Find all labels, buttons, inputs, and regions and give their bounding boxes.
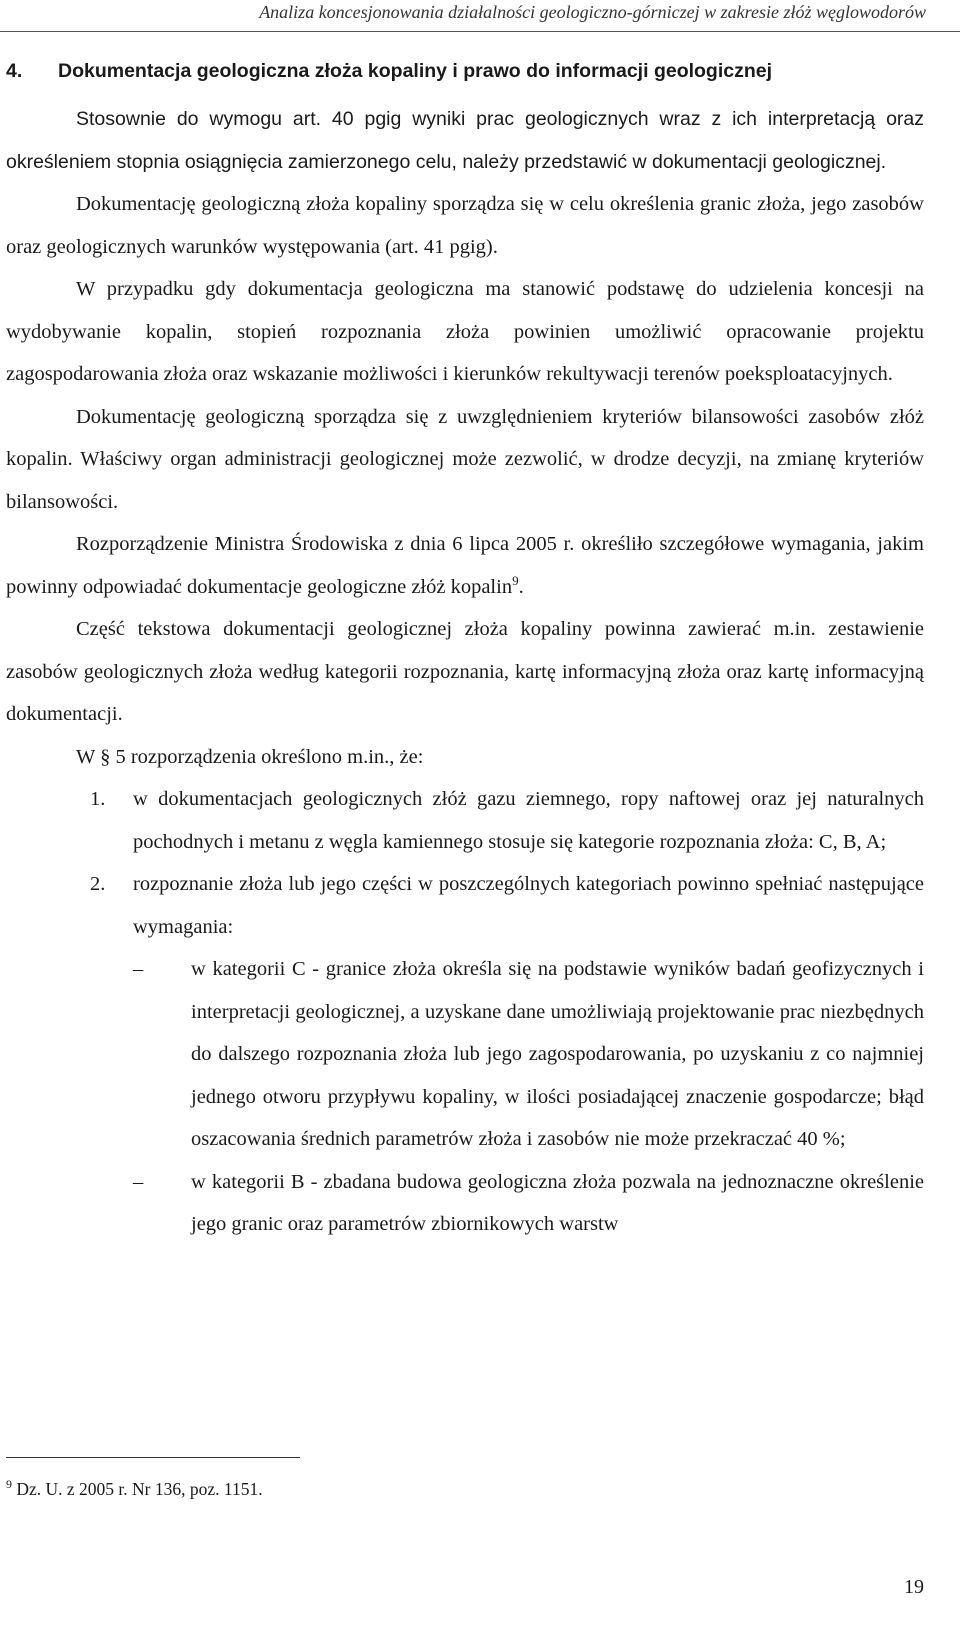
list-number: 1.	[90, 788, 106, 810]
dash-bullet: –	[133, 1170, 144, 1193]
body-text	[6, 98, 924, 1246]
paragraph: Część tekstowa dokumentacji geologicznej złoża kopaliny powinna zawierać m.in. zestawienie zasobów geologicznych złoża według kategorii rozpoznania, kartę informacyjną złoża oraz kartę informacyjną dokumentacji.	[6, 618, 924, 725]
paragraph: Stosownie do wymogu art. 40 pgig wyniki prac geologicznych wraz z ich interpretacją oraz określeniem stopnia osiągnięcia zamierzonego celu, należy przedstawić w dokumentacji geologicznej.	[6, 108, 924, 173]
header-divider	[0, 31, 960, 32]
paragraph	[6, 523, 924, 608]
running-header: Analiza koncesjonowania działalności geologiczno-górniczej w zakresie złóż węglowodorów	[259, 2, 926, 22]
section-heading	[6, 60, 926, 83]
sublist-item	[6, 948, 924, 1161]
list-item	[6, 863, 924, 948]
list-item	[6, 778, 924, 863]
sublist-item	[6, 1161, 924, 1246]
paragraph: Dokumentację geologiczną złoża kopaliny sporządza się w celu określenia granic złoża, jego zasobów oraz geologicznych warunków występowania (art. 41 pgig).	[6, 193, 924, 258]
list-text: rozpoznanie złoża lub jego części w poszczególnych kategoriach powinno spełniać następujące wymagania:	[133, 873, 924, 938]
paragraph: W § 5 rozporządzenia określono m.in., że:	[76, 745, 424, 768]
footnote-number: 9	[6, 1477, 12, 1492]
paragraph-end: .	[518, 575, 524, 598]
footnote-reference: 9	[512, 572, 519, 588]
list-text: w dokumentacjach geologicznych złóż gazu ziemnego, ropy naftowej oraz jej naturalnych pochodnych i metanu z węgla kamiennego stosuje się kategorie rozpoznania złoża: C, B, A;	[133, 788, 924, 853]
paragraph: W przypadku gdy dokumentacja geologiczna ma stanowić podstawę do udzielenia koncesji na wydobywanie kopalin, stopień rozpoznania złoża powinien umożliwić opracowanie projektu zagospodarowania złoża oraz wskazanie możliwości i kierunków rekultywacji terenów poeksploatacyjnych.	[6, 278, 924, 385]
section-title: Dokumentacja geologiczna złoża kopaliny i prawo do informacji geologicznej	[58, 60, 773, 82]
sublist-text: w kategorii C - granice złoża określa się na podstawie wyników badań geofizycznych i interpretacji geologicznej, a uzyskane dane umożliwiają projektowanie prac niezbędnych do dalszego rozpoznania złoża lub jego zagospodarowania, po uzyskaniu z co najmniej jednego otworu przypływu kopaliny, w ilości posiadającej znaczenie gospodarcze; błąd oszacowania średnich parametrów złoża i zasobów nie może przekraczać 40 %;	[191, 958, 924, 1150]
section-number: 4.	[6, 60, 23, 82]
sublist-text: w kategorii B - zbadana budowa geologiczna złoża pozwala na jednoznaczne określenie jego granic oraz parametrów zbiornikowych warstw	[191, 1170, 924, 1235]
footnote-text: Dz. U. z 2005 r. Nr 136, poz. 1151.	[16, 1479, 263, 1499]
paragraph: Dokumentację geologiczną sporządza się z uwzględnieniem kryteriów bilansowości zasobów złóż kopalin. Właściwy organ administracji geologicznej może zezwolić, w drodze decyzji, na zmianę kryteriów bilansowości.	[6, 405, 924, 513]
footnote-divider	[6, 1457, 300, 1458]
footnote	[6, 1479, 263, 1500]
dash-bullet: –	[133, 958, 144, 980]
list-number: 2.	[90, 873, 106, 895]
paragraph-text: Rozporządzenie Ministra Środowiska z dnia 6 lipca 2005 r. określiło szczegółowe wymagania, jakim powinny odpowiadać dokumentacje geologiczne złóż kopalin	[6, 533, 924, 598]
page-number: 19	[904, 1576, 924, 1598]
